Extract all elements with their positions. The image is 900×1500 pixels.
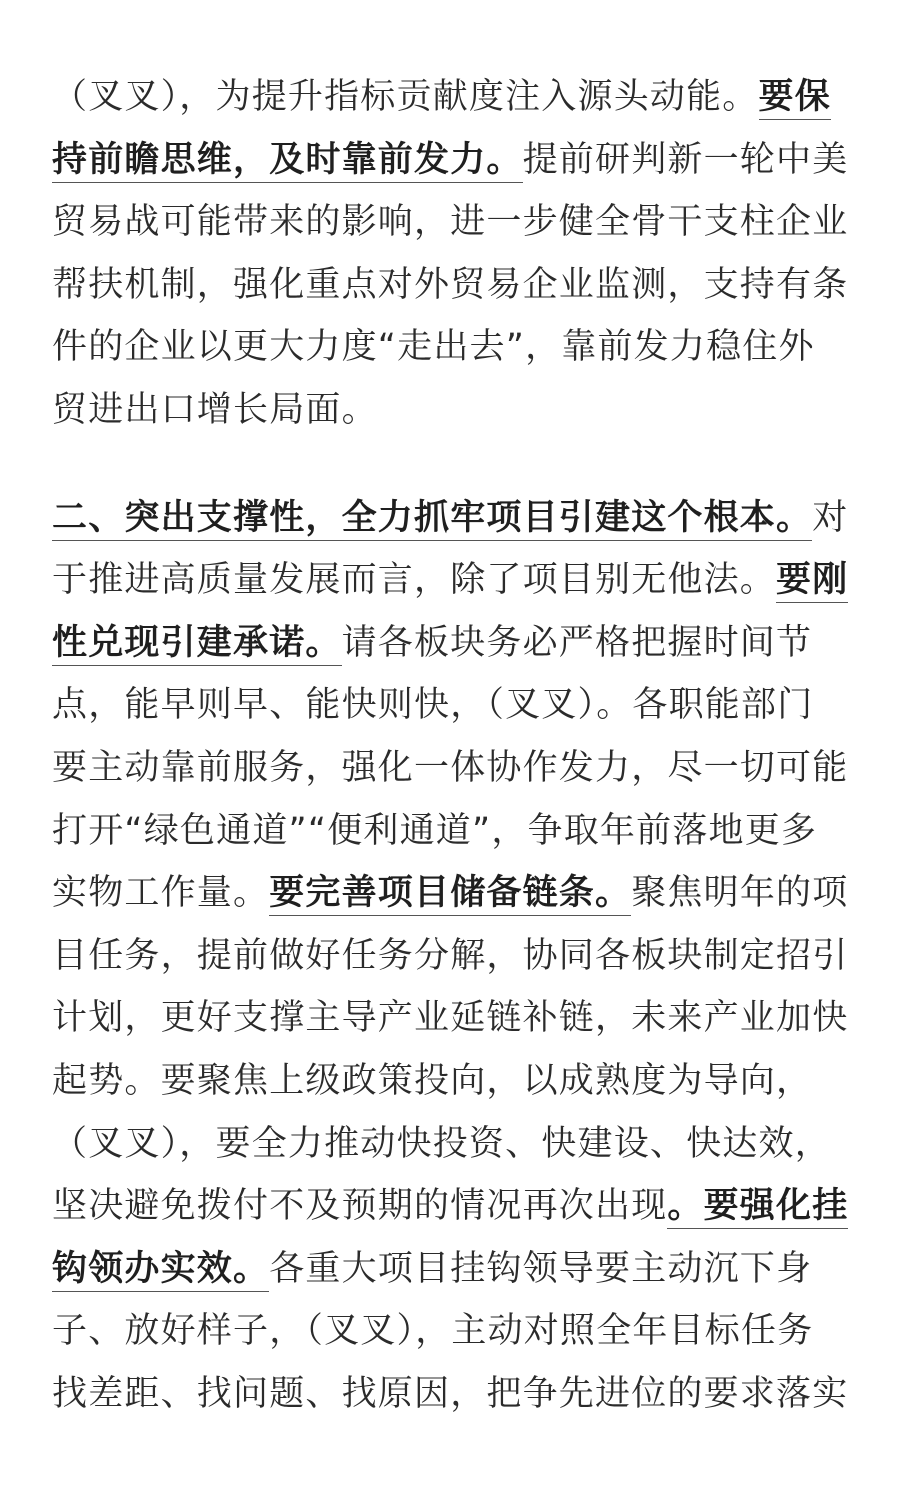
text-line <box>52 1113 852 1176</box>
text-line <box>52 129 852 192</box>
text-line <box>52 987 852 1050</box>
text-segment: 请各板块务必严格把握时间节 <box>341 622 813 663</box>
emphasis-phrase: 性兑现引建承诺。 <box>52 623 342 666</box>
text-segment: 起势。要聚焦上级政策投向，以成熟度为导向， <box>52 1060 813 1101</box>
emphasis-phrase: 。要强化挂 <box>667 1186 848 1229</box>
text-line <box>52 1363 852 1426</box>
text-line <box>52 1238 852 1301</box>
text-line <box>52 316 852 379</box>
text-segment: 计划，更好支撑主导产业延链补链，未来产业加快 <box>52 998 849 1039</box>
article-body <box>52 66 852 1425</box>
emphasis-phrase: 要完善项目储备链条。 <box>269 873 631 916</box>
text-line <box>52 1050 852 1113</box>
emphasis-phrase: 钩领办实效。 <box>52 1249 269 1292</box>
paragraph-2 <box>52 487 852 1426</box>
text-segment: 帮扶机制，强化重点对外贸易企业监测，支持有条 <box>52 264 849 305</box>
text-line <box>52 925 852 988</box>
text-line <box>52 487 852 550</box>
text-segment: 坚决避免拨付不及预期的情况再次出现 <box>52 1186 668 1227</box>
text-line <box>52 191 852 254</box>
text-segment: 贸易战可能带来的影响，进一步健全骨干支柱企业 <box>52 202 849 243</box>
text-segment: （叉叉），要全力推动快投资、快建设、快达效， <box>52 1123 831 1164</box>
text-line <box>52 1300 852 1363</box>
text-line <box>52 66 852 129</box>
text-line <box>52 862 852 925</box>
text-line <box>52 1175 852 1238</box>
emphasis-phrase: 要保 <box>759 77 831 120</box>
emphasis-phrase: 持前瞻思维，及时靠前发力。 <box>52 140 523 183</box>
emphasis-phrase: 要刚 <box>776 560 848 603</box>
text-segment: 提前研判新一轮中美 <box>522 139 849 180</box>
text-line <box>52 737 852 800</box>
text-line <box>52 800 852 863</box>
text-line <box>52 549 852 612</box>
text-segment: 实物工作量。 <box>52 873 270 914</box>
text-segment: 打开“绿色通道”“便利通道”，争取年前落地更多 <box>52 810 818 851</box>
text-line <box>52 612 852 675</box>
text-segment: 对 <box>812 497 849 538</box>
text-segment: 找差距、找问题、找原因，把争先进位的要求落实 <box>52 1373 849 1414</box>
text-line <box>52 674 852 737</box>
paragraph-1 <box>52 66 852 442</box>
text-segment: 聚焦明年的项 <box>631 873 849 914</box>
text-segment: 于推进高质量发展而言，除了项目别无他法。 <box>52 560 777 601</box>
text-segment: 贸进出口增长局面。 <box>52 389 378 430</box>
text-segment: 子、放好样子，（叉叉），主动对照全年目标任务 <box>52 1311 814 1352</box>
text-segment: 目任务，提前做好任务分解，协同各板块制定招引 <box>52 935 849 976</box>
text-segment: 各重大项目挂钩领导要主动沉下身 <box>269 1248 813 1289</box>
text-segment: 要主动靠前服务，强化一体协作发力，尽一切可能 <box>52 747 849 788</box>
text-line <box>52 254 852 317</box>
text-segment: 点，能早则早、能快则快，（叉叉）。各职能部门 <box>52 685 814 726</box>
text-segment: （叉叉），为提升指标贡献度注入源头动能。 <box>52 77 759 117</box>
paragraph-gap <box>52 442 852 487</box>
emphasis-phrase: 二、突出支撑性，全力抓牢项目引建这个根本。 <box>52 498 812 541</box>
text-segment: 件的企业以更大力度“走出去”，靠前发力稳住外 <box>52 327 815 368</box>
text-line <box>52 379 852 442</box>
